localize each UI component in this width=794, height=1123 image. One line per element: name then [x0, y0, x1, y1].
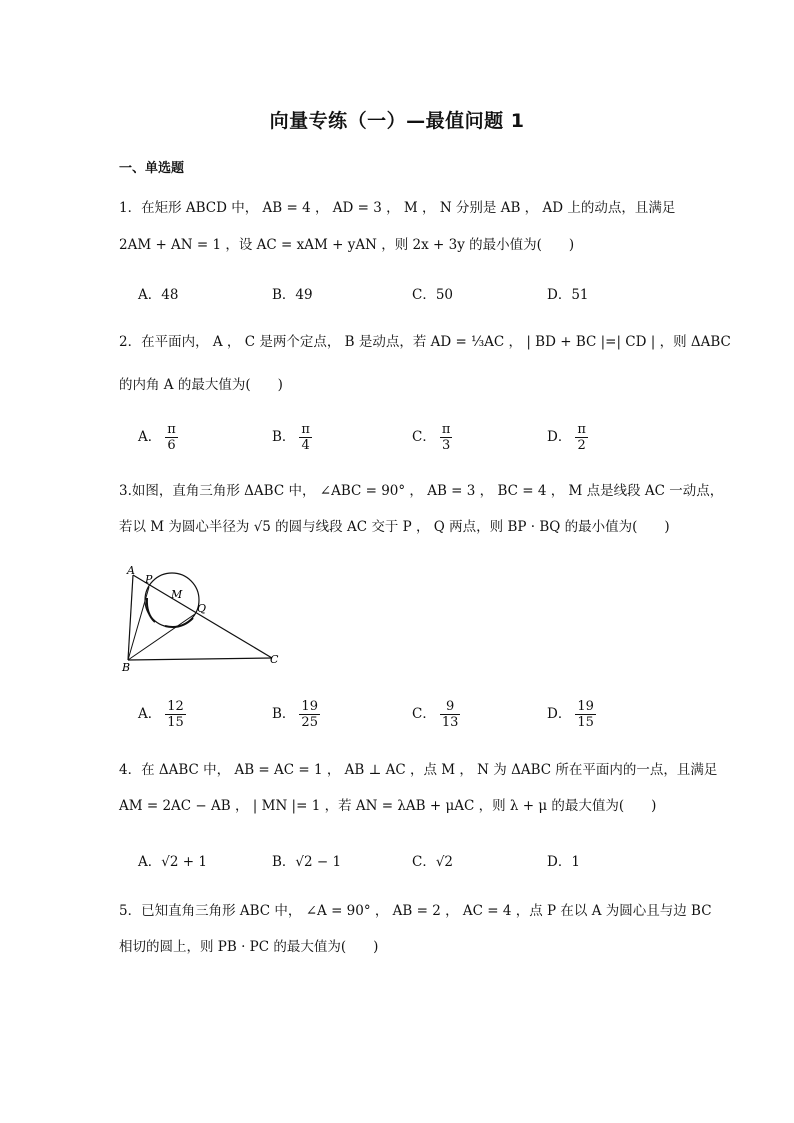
q3-option-b-den: 25 — [301, 715, 318, 730]
question-2-line-2: 的内角 A 的最大值为( ) — [119, 377, 283, 393]
triangle-circle-figure — [119, 564, 289, 674]
q2-option-d-label: D． — [547, 429, 572, 445]
q2-option-c — [412, 422, 452, 453]
page-title: 向量专练（一）—最值问题 1 — [269, 110, 525, 132]
question-4-line-2: AM = 2AC − AB ， | MN |= 1 ，若 AN = λAB + μAC ，则 λ + μ 的最大值为( ) — [119, 798, 657, 814]
q2-option-b — [272, 422, 312, 453]
label-c: C — [270, 653, 279, 666]
q2-option-d-fraction — [575, 422, 588, 453]
q3-option-b-num: 19 — [301, 699, 318, 714]
q2-option-b-fraction — [299, 422, 312, 453]
q2-option-a-label: A． — [138, 429, 162, 445]
q2-option-a-num: π — [167, 422, 176, 437]
q3-option-d-num: 19 — [577, 699, 594, 714]
q3-option-a-fraction — [165, 699, 186, 730]
q2-option-b-num: π — [301, 422, 310, 437]
q1-option-b: B．49 — [272, 287, 313, 303]
segment-bc — [128, 658, 272, 660]
q2-option-c-fraction — [440, 422, 453, 453]
q4-option-d: D．1 — [547, 854, 580, 870]
question-3-line-1: 3.如图，直角三角形 ΔABC 中， ∠ABC = 90° ， AB = 3 ， BC = 4 ， M 点是线段 AC 一动点， — [119, 483, 724, 499]
label-a: A — [127, 564, 135, 577]
label-q: Q — [197, 602, 207, 615]
q2-option-c-label: C． — [412, 429, 436, 445]
q3-option-c-label: C． — [412, 706, 436, 722]
q2-option-a — [138, 422, 178, 453]
q3-option-d-fraction — [575, 699, 596, 730]
q2-option-c-num: π — [441, 422, 451, 437]
q2-option-d-num: π — [577, 422, 586, 437]
q3-option-c-num: 9 — [440, 699, 461, 715]
q3-option-a-label: A． — [138, 706, 162, 722]
question-3-line-2: 若以 M 为圆心半径为 √5 的圆与线段 AC 交于 P ， Q 两点，则 BP · BQ 的最小值为( ) — [119, 519, 670, 535]
q1-option-c: C．50 — [412, 287, 454, 303]
q3-option-d-label: D． — [547, 706, 572, 722]
q1-option-a: A．48 — [138, 287, 179, 303]
q3-option-a-num: 12 — [167, 699, 184, 714]
q2-option-c-den: 3 — [441, 438, 451, 453]
q2-option-a-fraction — [165, 422, 178, 453]
q4-option-c: C．√2 — [412, 854, 454, 870]
segment-ab — [128, 575, 133, 660]
q2-option-d — [547, 422, 588, 453]
question-1-line-2: 2AM + AN = 1 ，设 AC = xAM + yAN ，则 2x + 3y 的最小值为( ) — [119, 237, 575, 253]
question-5-line-2: 相切的圆上，则 PB · PC 的最大值为( ) — [119, 939, 379, 955]
segment-bq — [128, 614, 195, 660]
q4-option-a: A．√2 + 1 — [138, 854, 207, 870]
q4-option-b: B．√2 − 1 — [272, 854, 342, 870]
section-heading: 一、单选题 — [119, 161, 185, 176]
q3-option-d-den: 15 — [577, 715, 594, 730]
q3-option-a-den: 15 — [167, 715, 184, 730]
q3-option-b-label: B． — [272, 706, 296, 722]
question-5-line-1: 5．已知直角三角形 ABC 中， ∠A = 90° ， AB = 2 ， AC = 4 ，点 P 在以 A 为圆心且与边 BC — [119, 903, 712, 919]
question-2-line-1: 2．在平面内， A ， C 是两个定点， B 是动点，若 AD = ⅓AC ， | BD + BC |=| CD | ，则 ΔABC — [119, 334, 731, 350]
arc-near-p — [147, 598, 155, 622]
q1-option-d: D．51 — [547, 287, 589, 303]
q3-option-d — [547, 699, 596, 730]
segment-ac — [133, 575, 272, 658]
q2-option-a-den: 6 — [167, 438, 176, 453]
label-m: M — [171, 588, 183, 601]
q3-option-c-den: 13 — [441, 715, 459, 730]
q3-option-b-fraction — [299, 699, 320, 730]
q3-option-c — [412, 699, 460, 730]
q2-option-b-den: 4 — [301, 438, 310, 453]
question-1-line-1: 1．在矩形 ABCD 中， AB = 4 ， AD = 3 ， M ， N 分别是 AB ， AD 上的动点，且满足 — [119, 200, 676, 216]
q3-option-a — [138, 699, 186, 730]
q3-option-c-fraction — [440, 699, 461, 730]
q2-option-d-den: 2 — [577, 438, 586, 453]
arc-near-q — [165, 618, 193, 627]
question-4-line-1: 4．在 ΔABC 中， AB = AC = 1 ， AB ⊥ AC ，点 M ， N 为 ΔABC 所在平面内的一点，且满足 — [119, 762, 718, 778]
label-b: B — [122, 661, 131, 674]
q3-option-b — [272, 699, 320, 730]
label-p: P — [145, 573, 153, 586]
q2-option-b-label: B． — [272, 429, 296, 445]
